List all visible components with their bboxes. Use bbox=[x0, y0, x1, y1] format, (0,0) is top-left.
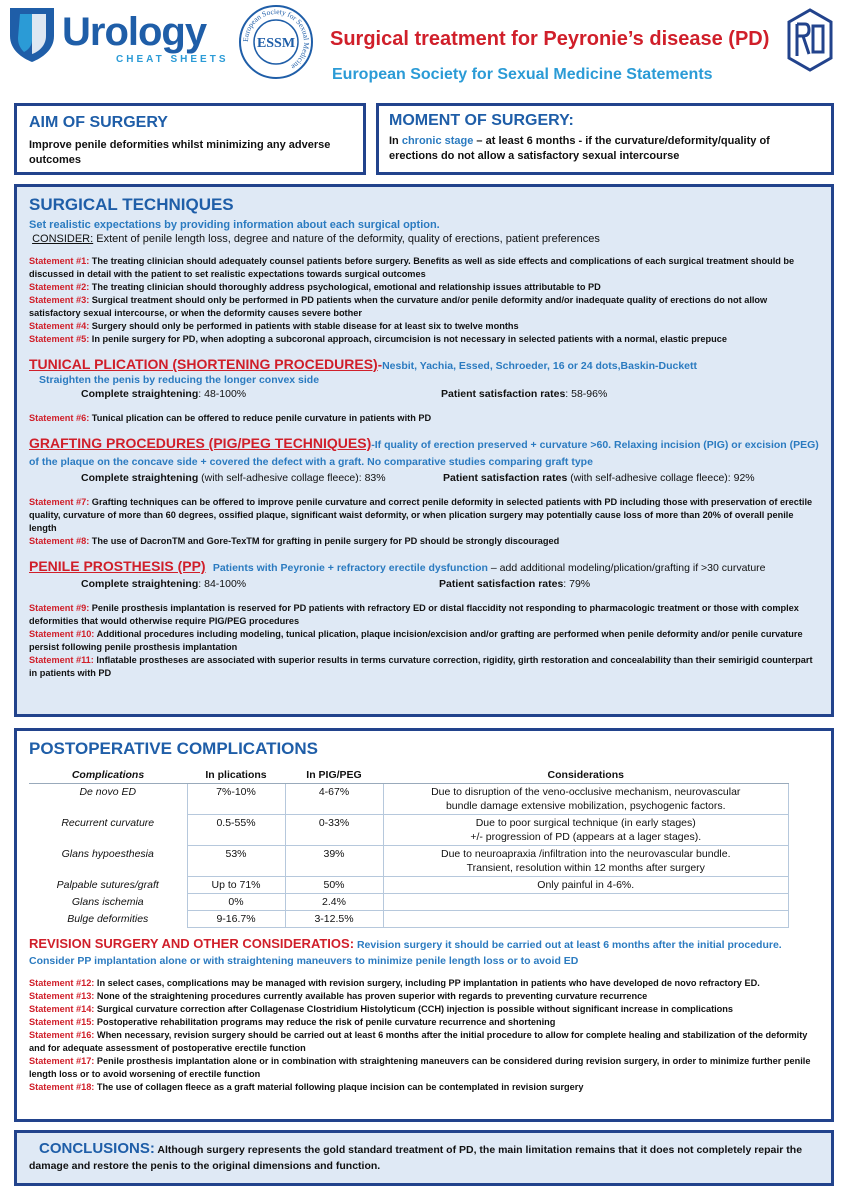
row-considerations: Due to disruption of the veno-occlusive mechanism, neurovascular bundle damage extensive mobilization, psychogenic factors. bbox=[383, 784, 789, 815]
statement-8: Statement #8: The use of DacronTM and Gore-TexTM for grafting in penile surgery for PD should be strongly discouraged bbox=[29, 536, 560, 546]
statement-11: Statement #11: Inflatable prostheses are associated with superior results in terms curvature correction, rigidity, girth restoration and concealability than their semirigid counterpart in patients with PD bbox=[29, 655, 813, 678]
row-considerations bbox=[383, 894, 789, 911]
prosthesis-satisfaction: Patient satisfaction rates: 79% bbox=[439, 578, 591, 590]
row-name: Recurrent curvature bbox=[61, 816, 155, 829]
statement-12: Statement #12: In select cases, complications may be managed with revision surgery, including PP implantation in patients who have developed de novo refractory ED. bbox=[29, 978, 760, 988]
moment-highlight: chronic stage bbox=[401, 135, 474, 147]
essm-seal-icon bbox=[238, 4, 314, 80]
moment-of-surgery-box bbox=[376, 103, 834, 175]
row-considerations: Only painful in 4-6%. bbox=[383, 877, 789, 894]
aim-of-surgery-box bbox=[14, 103, 366, 175]
table-row bbox=[29, 815, 789, 846]
consider-text bbox=[29, 233, 819, 245]
moment-text bbox=[389, 134, 821, 164]
statement-14: Statement #14: Surgical curvature correction after Collagenase Clostridium Histolyticum (CCH) injection is possible without significant increase in complications bbox=[29, 1004, 734, 1014]
statements-revision bbox=[29, 977, 819, 1094]
statement-3: Statement #3: Surgical treatment should only be performed in PD patients when the curvature and/or penile deformity and/or inadequate quality of erections do not allow satisfactory sexual intercourse, or when the deformity causes severe bother bbox=[29, 295, 768, 318]
statements-general bbox=[29, 255, 819, 346]
col-in-pig-peg: In PIG/PEG bbox=[285, 767, 383, 784]
table-row bbox=[29, 911, 789, 928]
statement-2: Statement #2: The treating clinician should thoroughly address psychological, emotional and relationship issues attributable to PD bbox=[29, 282, 601, 292]
moment-title: MOMENT OF SURGERY: bbox=[389, 112, 574, 129]
plication-satisfaction: Patient satisfaction rates: 58-96% bbox=[441, 388, 608, 400]
statement-7: Statement #7: Grafting techniques can be offered to improve penile curvature and correct penile deformity in selected patients with PD including those with preservation of erectile quality, curvature of more than 60 degrees, ossified plaque, significant waist deformity, or when plication surgery may potentially cause loss of more than 20% of overall penile length bbox=[29, 497, 813, 533]
row-plication: 0% bbox=[187, 894, 285, 911]
statement-4: Statement #4: Surgery should only be performed in patients with stable disease for at least six to twelve months bbox=[29, 321, 519, 331]
statement-16: Statement #16: When necessary, revision surgery should be carried out at least 6 months after the initial procedure to allow for complete healing and stabilization of the deformity and for adequate assessment of postoperative erectile function bbox=[29, 1030, 808, 1053]
urology-shield-logo-icon bbox=[6, 6, 58, 64]
table-row bbox=[29, 846, 789, 877]
page-subtitle: European Society for Sexual Medicine Statements bbox=[332, 66, 713, 83]
plication-heading: TUNICAL PLICATION (SHORTENING PROCEDURES)-Nesbit, Yachia, Essed, Schroeder, 16 or 24 dots,Baskin-Duckett bbox=[29, 356, 697, 372]
moment-body: – at least 6 months - if the curvature/deformity/quality of erections do not allow a satisfactory sexual intercourse bbox=[389, 135, 770, 162]
row-pig-peg: 4-67% bbox=[285, 784, 383, 815]
postop-title: POSTOPERATIVE COMPLICATIONS bbox=[29, 739, 319, 758]
statement-9: Statement #9: Penile prosthesis implantation is reserved for PD patients with refractory ED or distal flaccidity not responding to pharmacologic treatment or those with complex deformities that would otherwise require PIG/PEG procedures bbox=[29, 603, 799, 626]
logo-sub-text: CHEAT SHEETS bbox=[116, 54, 229, 65]
table-row bbox=[29, 894, 789, 911]
page-title: Surgical treatment for Peyronie’s disease (PD) bbox=[330, 28, 770, 50]
row-plication: 53% bbox=[187, 846, 285, 877]
prosthesis-desc: Patients with Peyronie + refractory erectile dysfunction bbox=[212, 562, 488, 574]
row-considerations: Due to neuroapraxia /infiltration into the neurovascular bundle. Transient, resolution within 12 months after surgery bbox=[383, 846, 789, 877]
grafting-heading bbox=[29, 435, 819, 470]
grafting-rates bbox=[29, 472, 819, 486]
revision-heading bbox=[29, 936, 819, 953]
row-plication: 7%-10% bbox=[187, 784, 285, 815]
row-pig-peg: 3-12.5% bbox=[285, 911, 383, 928]
prosthesis-title: PENILE PROSTHESIS (PP) bbox=[29, 558, 206, 574]
statement-6: Statement #6: Tunical plication can be offered to reduce penile curvature in patients with PD bbox=[29, 413, 432, 423]
consider-body: Extent of penile length loss, degree and nature of the deformity, quality of erections, patient preferences bbox=[93, 233, 600, 245]
col-considerations: Considerations bbox=[383, 767, 789, 784]
revision-subtitle: Consider PP implantation alone or with straightening maneuvers to minimize penile length loss or to avoid ED bbox=[29, 955, 579, 967]
moment-prefix: In bbox=[389, 135, 402, 147]
conclusions-title: CONCLUSIONS: bbox=[39, 1140, 155, 1157]
table-row bbox=[29, 877, 789, 894]
row-pig-peg: 50% bbox=[285, 877, 383, 894]
complications-table bbox=[29, 767, 789, 928]
row-considerations: Due to poor surgical technique (in early stages) +/- progression of PD (appears at a lager stages). bbox=[383, 815, 789, 846]
plication-methods: Nesbit, Yachia, Essed, Schroeder, 16 or 24 dots,Baskin-Duckett bbox=[382, 360, 697, 372]
statement-5: Statement #5: In penile surgery for PD, when adopting a subcoronal approach, circumcision is not necessary in selected patients with a normal, elastic prepuce bbox=[29, 334, 727, 344]
row-name: Palpable sutures/graft bbox=[56, 878, 159, 891]
roc-logo-icon bbox=[787, 8, 833, 72]
statement-15: Statement #15: Postoperative rehabilitation programs may reduce the risk of penile curvature recurrence and shortening bbox=[29, 1017, 556, 1027]
plication-subtitle: Straighten the penis by reducing the longer convex side bbox=[39, 374, 320, 386]
statement-18: Statement #18: The use of collagen fleece as a graft material following plaque incision can be contemplated in revision surgery bbox=[29, 1082, 584, 1092]
techniques-title: SURGICAL TECHNIQUES bbox=[29, 195, 234, 214]
consider-label: CONSIDER: bbox=[32, 233, 94, 245]
statement-10: Statement #10: Additional procedures including modeling, tunical plication, plaque incision/excision and/or grafting are performed when penile deformity and/or penile curvature persist following penile prosthesis implantation bbox=[29, 629, 803, 652]
row-plication: 9-16.7% bbox=[187, 911, 285, 928]
row-pig-peg: 0-33% bbox=[285, 815, 383, 846]
row-considerations bbox=[383, 911, 789, 928]
surgical-techniques-box bbox=[14, 184, 834, 717]
col-complications: Complications bbox=[29, 767, 187, 784]
row-name: Glans ischemia bbox=[71, 895, 144, 908]
statements-prosthesis bbox=[29, 602, 819, 680]
conclusions-body: Although surgery represents the gold standard treatment of PD, the main limitation remains that it does not completely repair the damage and restore the penis to the original dimensions and function. bbox=[29, 1144, 803, 1172]
row-name: De novo ED bbox=[79, 786, 137, 798]
row-name: Bulge deformities bbox=[67, 912, 149, 925]
statement-17: Statement #17: Penile prosthesis implantation alone or in combination with straightening maneuvers can be considered during revision surgery, in order to minimize further penile length loss or to avoid worsening of erectile function bbox=[29, 1056, 811, 1079]
table-header-row bbox=[29, 767, 789, 784]
plication-title: TUNICAL PLICATION (SHORTENING PROCEDURES) bbox=[29, 356, 378, 372]
grafting-title: GRAFTING PROCEDURES (PIG/PEG TECHNIQUES) bbox=[29, 435, 372, 451]
aim-title: AIM OF SURGERY bbox=[29, 114, 168, 131]
seal-center-text: ESSM bbox=[256, 36, 296, 51]
conclusions-text bbox=[29, 1141, 819, 1174]
conclusions-box bbox=[14, 1130, 834, 1186]
statement-13: Statement #13: None of the straightening procedures currently available has proven superior with regards to preventing curvature recurrence bbox=[29, 991, 648, 1001]
grafting-satisfaction: Patient satisfaction rates (with self-adhesive collage fleece): 92% bbox=[443, 472, 755, 484]
urology-logo bbox=[62, 12, 229, 65]
statement-1: Statement #1: The treating clinician should adequately counsel patients before surgery. Benefits as well as side effects and complications of each surgical treatment should be discussed in detail with the patient to set realistic expectations towards surgical outcomes bbox=[29, 256, 795, 279]
prosthesis-straightening: Complete straightening: 84-100% bbox=[81, 578, 247, 590]
prosthesis-desc-extra: – add additional modeling/plication/grafting if >30 curvature bbox=[487, 562, 766, 574]
row-name: Glans hypoesthesia bbox=[61, 847, 154, 860]
prosthesis-rates bbox=[29, 578, 819, 592]
row-pig-peg: 39% bbox=[285, 846, 383, 877]
row-plication: Up to 71% bbox=[187, 877, 285, 894]
prosthesis-heading bbox=[29, 558, 819, 576]
row-pig-peg: 2.4% bbox=[285, 894, 383, 911]
expectations-text: Set realistic expectations by providing information about each surgical option. bbox=[29, 219, 440, 231]
postoperative-complications-box bbox=[14, 728, 834, 1122]
col-in-plications: In plications bbox=[187, 767, 285, 784]
table-row bbox=[29, 784, 789, 815]
plication-straightening: Complete straightening: 48-100% bbox=[81, 388, 247, 400]
grafting-desc: -If quality of erection preserved + curvature >60. Relaxing incision (PIG) or excision (PEG) of the plaque on the concave side + covered the defect with a graft. No comparative studies comparing graft type bbox=[29, 439, 819, 468]
aim-text: Improve penile deformities whilst minimizing any adverse outcomes bbox=[29, 139, 331, 166]
revision-inline: Revision surgery it should be carried out at least 6 months after the initial procedure. bbox=[354, 939, 782, 951]
seal-ring-text: European Society for Sexual Medicine bbox=[240, 6, 312, 72]
revision-title: REVISION SURGERY AND OTHER CONSIDERATIOS: bbox=[29, 936, 355, 951]
row-plication: 0.5-55% bbox=[187, 815, 285, 846]
logo-main-text: Urology bbox=[62, 10, 207, 54]
grafting-straightening: Complete straightening (with self-adhesive collage fleece): 83% bbox=[81, 472, 386, 484]
plication-rates bbox=[29, 388, 819, 402]
statements-grafting bbox=[29, 496, 819, 548]
statements-plication bbox=[29, 412, 819, 425]
